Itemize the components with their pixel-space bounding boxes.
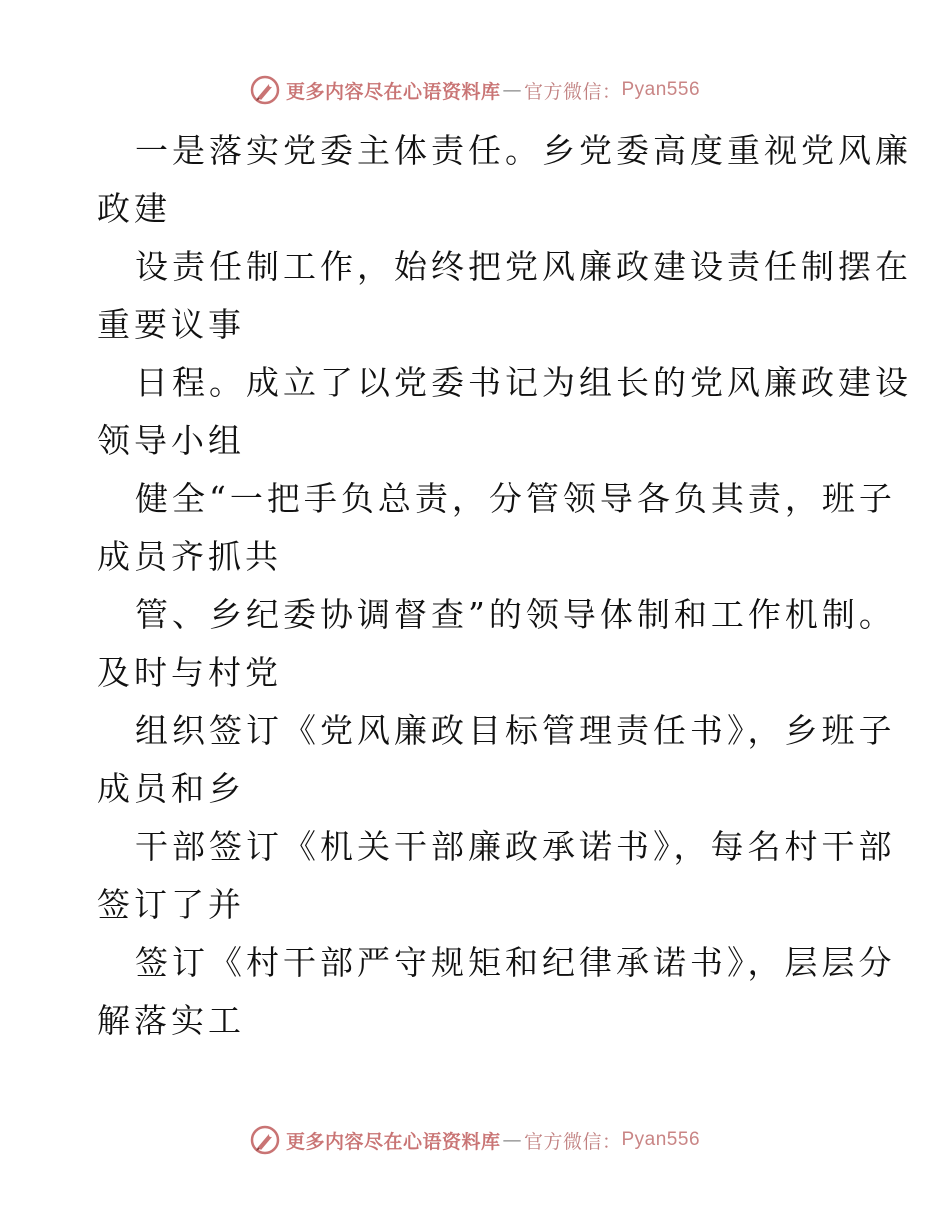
document-body bbox=[97, 122, 912, 1050]
body-line: 成员和乡 bbox=[97, 769, 245, 808]
watermark-wechat-id: Pyan556 bbox=[621, 1129, 701, 1150]
body-line: 签订《村干部严守规矩和纪律承诺书》，层层分 bbox=[135, 943, 896, 982]
body-line: 组织签订《党风廉政目标管理责任书》，乡班子 bbox=[135, 711, 896, 750]
body-line: 一是落实党委主体责任。乡党委高度重视党风廉 bbox=[135, 131, 912, 170]
pen-logo-icon bbox=[250, 1125, 280, 1155]
footer-watermark bbox=[0, 1120, 950, 1160]
body-line: 日程。成立了以党委书记为组长的党风廉政建设 bbox=[135, 363, 912, 402]
watermark-brand-text: 更多内容尽在心语资料库 bbox=[285, 1130, 501, 1153]
watermark-brand-text: 更多内容尽在心语资料库 bbox=[285, 80, 501, 103]
body-line: 政建 bbox=[97, 189, 171, 228]
body-line: 干部签订《机关干部廉政承诺书》，每名村干部 bbox=[135, 827, 896, 866]
header-watermark bbox=[0, 70, 950, 110]
watermark-official-label: 官方微信： bbox=[523, 1130, 622, 1153]
watermark-dash: — bbox=[502, 1129, 522, 1151]
body-line: 领导小组 bbox=[97, 421, 245, 460]
body-line: 管、乡纪委协调督查”的领导体制和工作机制。 bbox=[135, 595, 896, 634]
body-line: 签订了并 bbox=[97, 885, 245, 924]
pen-logo-icon bbox=[250, 75, 280, 105]
body-line: 重要议事 bbox=[97, 305, 245, 344]
watermark-wechat-id: Pyan556 bbox=[621, 79, 701, 100]
watermark-official-label: 官方微信： bbox=[523, 80, 622, 103]
body-line: 设责任制工作，始终把党风廉政建设责任制摆在 bbox=[135, 247, 912, 286]
body-line: 及时与村党 bbox=[97, 653, 282, 692]
body-line: 解落实工 bbox=[97, 1001, 245, 1040]
body-line: 成员齐抓共 bbox=[97, 537, 282, 576]
watermark-dash: — bbox=[502, 79, 522, 101]
body-line: 健全“一把手负总责，分管领导各负其责，班子 bbox=[135, 479, 896, 518]
